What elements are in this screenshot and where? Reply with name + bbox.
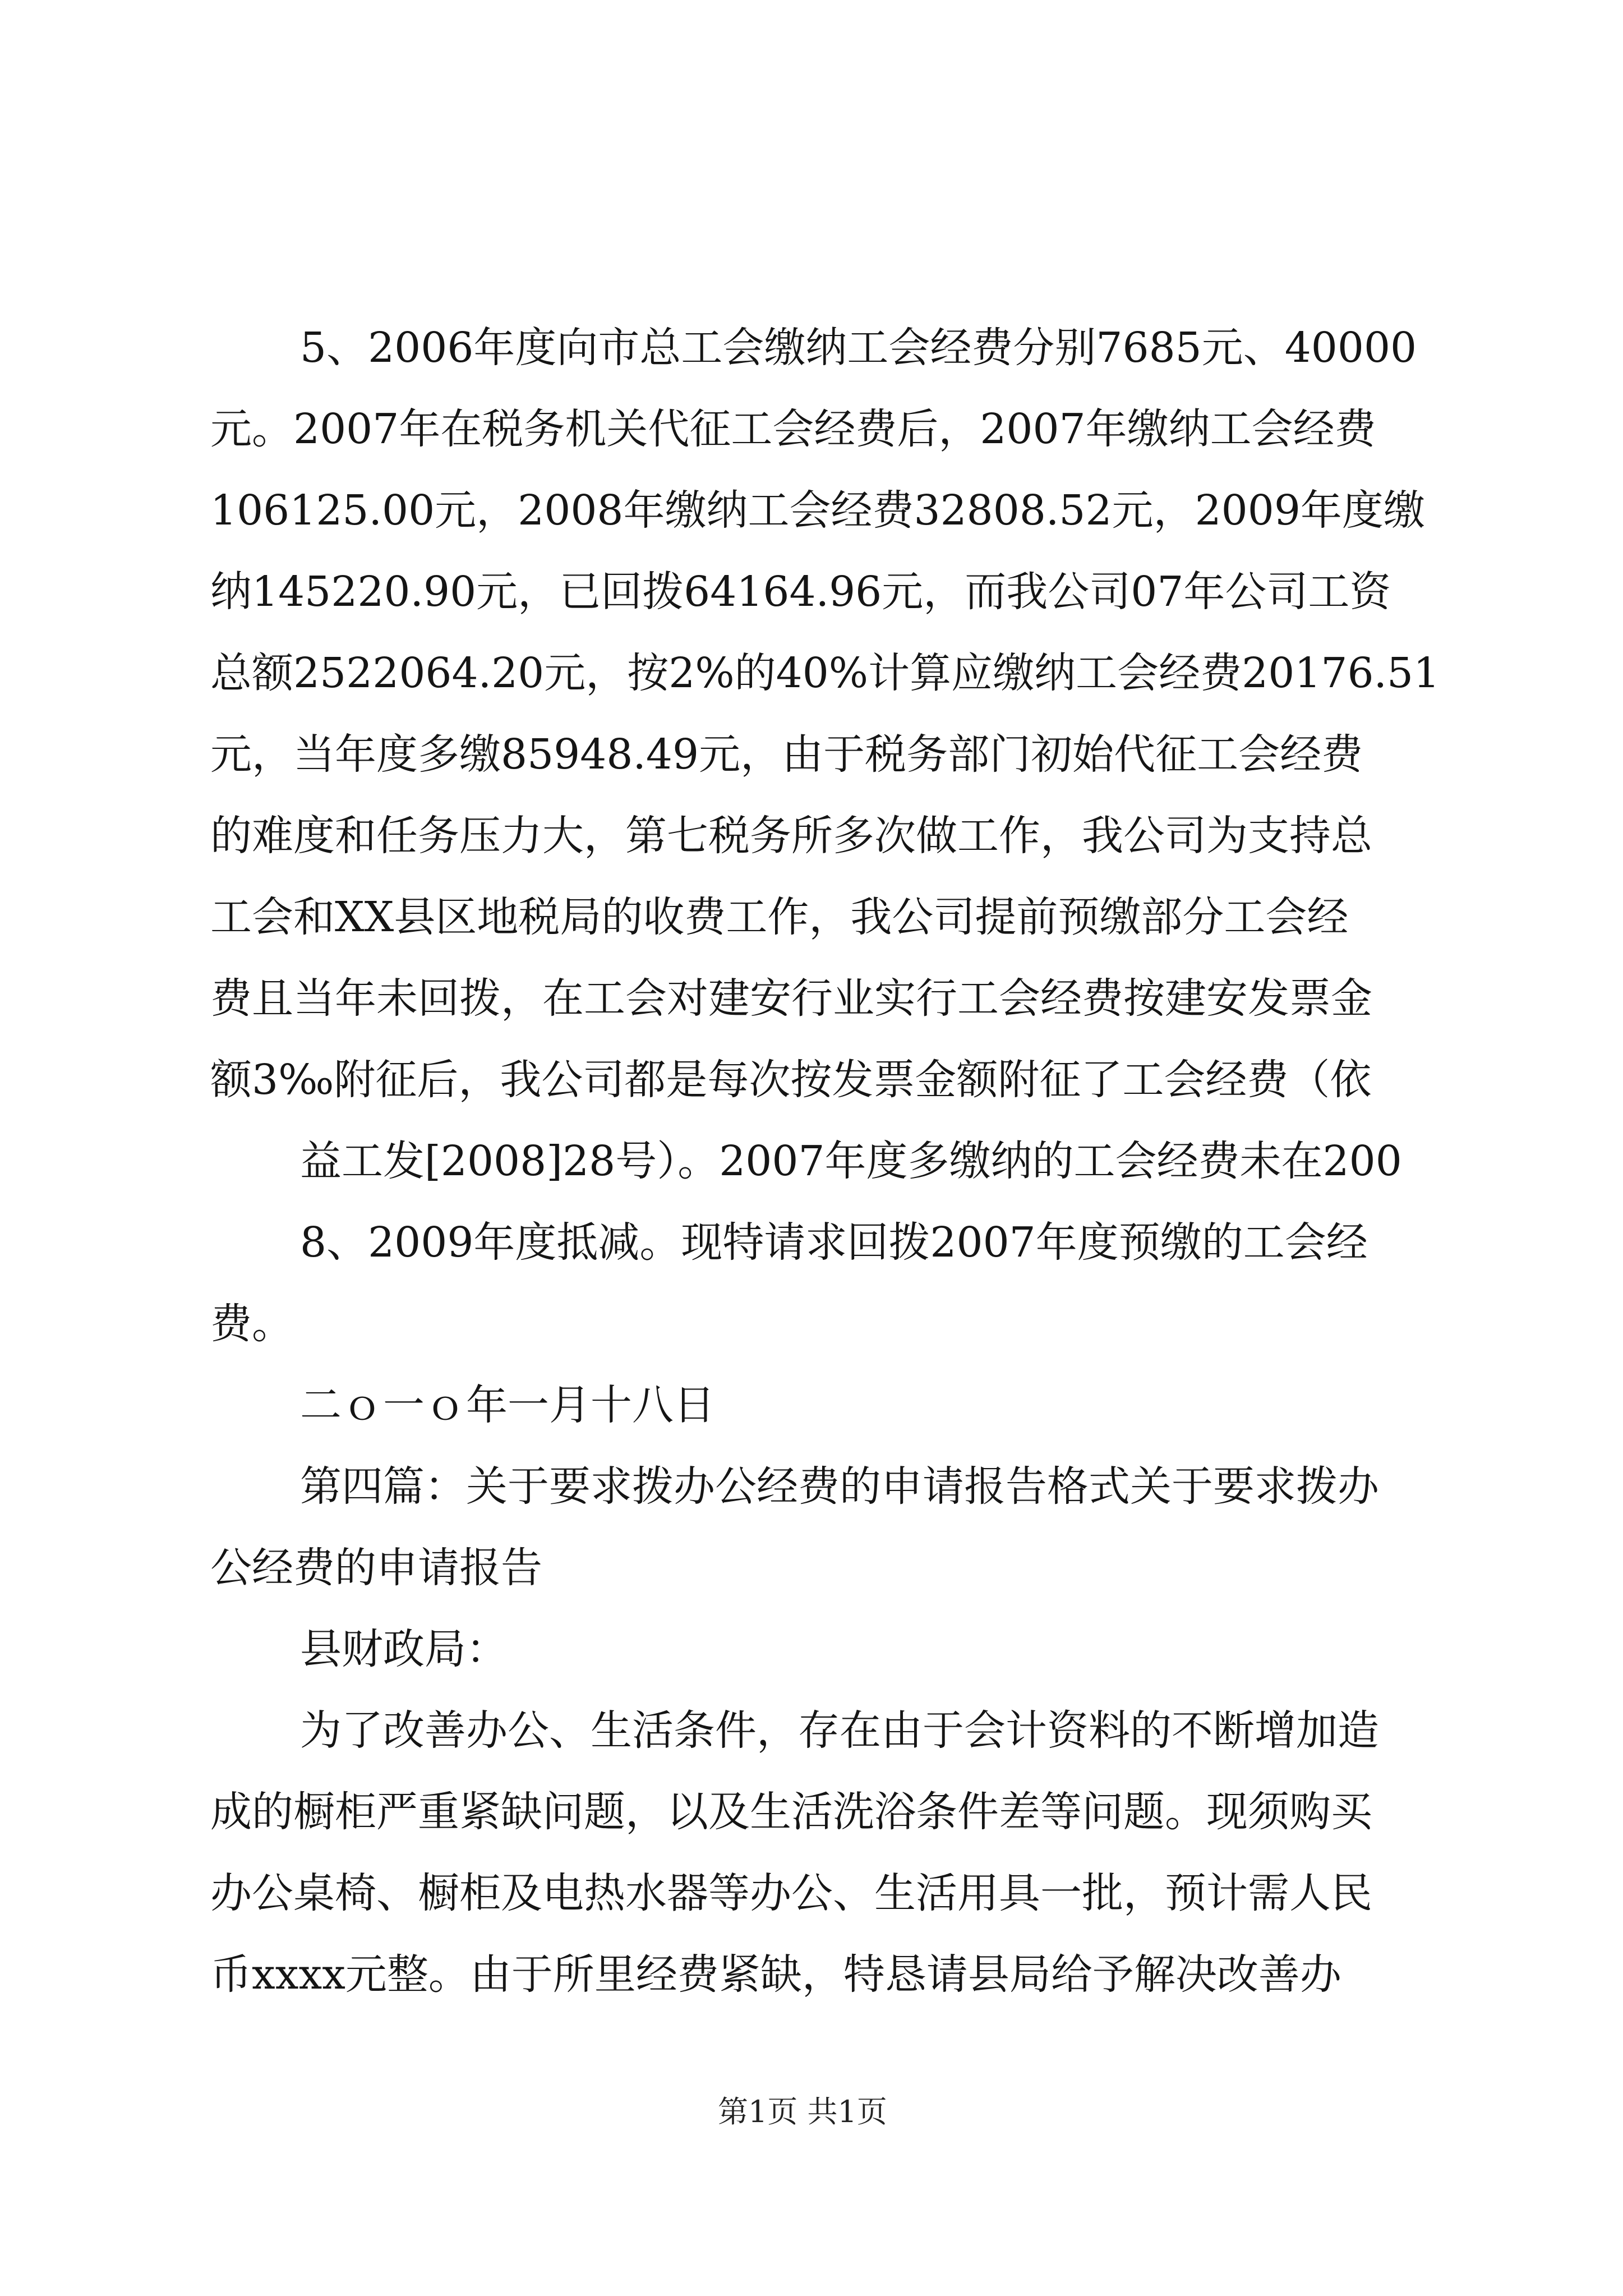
text-line: 8、2009年度抵减。现特请求回拨2007年度预缴的工会经 [300,1218,1368,1267]
text-line: 为了改善办公、生活条件，存在由于会计资料的不断增加造 [300,1706,1379,1755]
text-line: 费且当年未回拨，在工会对建安行业实行工会经费按建安发票金 [210,974,1372,1023]
text-line: 元。2007年在税务机关代征工会经费后，2007年缴纳工会经费 [210,405,1376,453]
text-line: 成的橱柜严重紧缺问题，以及生活洗浴条件差等问题。现须购买 [210,1788,1372,1836]
text-line: 币xxxx元整。由于所里经费紧缺，特恳请县局给予解决改善办 [210,1950,1341,1999]
recipient-line: 县财政局： [300,1625,508,1673]
text-line: 费。 [210,1300,293,1348]
text-line: 的难度和任务压力大，第七税务所多次做工作，我公司为支持总 [210,812,1372,860]
section-title-continuation: 公经费的申请报告 [210,1544,542,1592]
text-line: 总额2522064.20元，按2%的40%计算应缴纳工会经费20176.51 [210,649,1440,697]
text-line: 办公桌椅、橱柜及电热水器等办公、生活用具一批，预计需人民 [210,1869,1372,1917]
text-line: 额3‰附征后，我公司都是每次按发票金额附征了工会经费（依 [210,1056,1372,1104]
text-line: 5、2006年度向市总工会缴纳工会经费分别7685元、40000 [300,324,1417,372]
text-line: 元，当年度多缴85948.49元，由于税务部门初始代征工会经费 [210,730,1363,779]
text-line: 106125.00元，2008年缴纳工会经费32808.52元，2009年度缴 [210,486,1425,535]
section-title: 第四篇：关于要求拨办公经费的申请报告格式关于要求拨办 [300,1462,1379,1511]
text-line: 益工发[2008]28号）。2007年度多缴纳的工会经费未在200 [300,1137,1402,1185]
date-line: 二ｏ一ｏ年一月十八日 [300,1381,715,1429]
text-line: 工会和XX县区地税局的收费工作，我公司提前预缴部分工会经 [210,893,1349,941]
text-line: 纳145220.90元，已回拨64164.96元，而我公司07年公司工资 [210,568,1391,616]
page-footer: 第1页 共1页 [718,2094,887,2129]
